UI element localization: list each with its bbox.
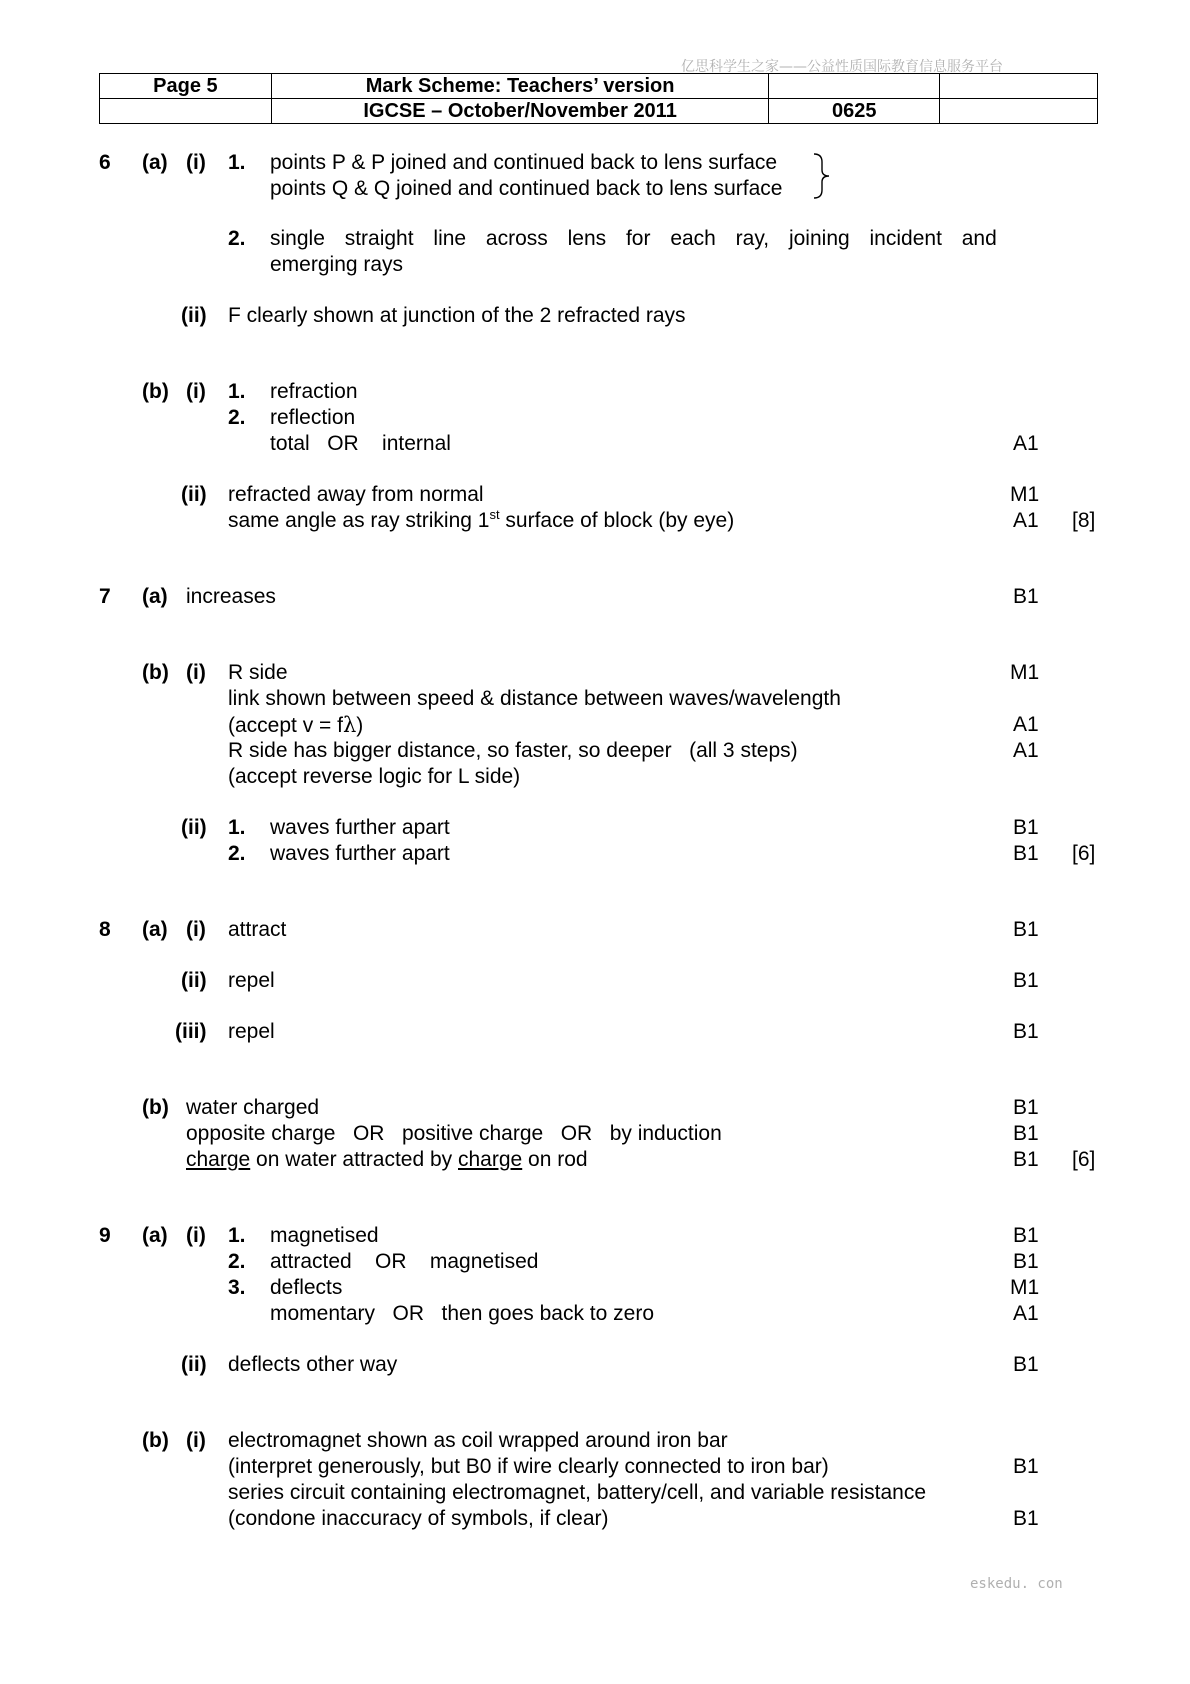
q8-a-ii-mark: B1 <box>1013 969 1039 992</box>
header-empty-3 <box>100 99 272 124</box>
q6-b-ii-line1-mark: M1 <box>1010 483 1040 506</box>
q9-a-i-3: 3. <box>228 1276 246 1299</box>
q9-a: (a) <box>142 1224 168 1247</box>
q8-b-line1-mark: B1 <box>1013 1096 1039 1119</box>
q6-a-i-2-line1-text: single straight line across lens for each ray, joining incident and <box>270 227 997 250</box>
q8-b-line3-u2: charge <box>458 1148 523 1171</box>
q8-total: [6] <box>1072 1148 1096 1171</box>
watermark-bottom: eskedu. con <box>970 1576 1063 1592</box>
q8-a-i-text: attract <box>228 918 287 941</box>
q7-total: [6] <box>1072 842 1096 865</box>
q6-b-ii-line2-post: surface of block (by eye) <box>499 509 735 532</box>
q7-b-i-line3 <box>228 712 363 739</box>
q7-b-i-line3-post: ) <box>356 714 364 737</box>
q9-b-i: (i) <box>186 1429 206 1452</box>
q9-a-i-4-text: momentary OR then goes back to zero <box>270 1302 655 1325</box>
q6-b-ii-line2 <box>228 508 734 534</box>
q8-a-iii-mark: B1 <box>1013 1020 1039 1043</box>
q6-b-i-3-mark: A1 <box>1013 432 1039 455</box>
q8-b-line3-mid: on water attracted by <box>250 1148 458 1171</box>
q8-b-line3-mark: B1 <box>1013 1148 1039 1171</box>
q7-b: (b) <box>142 661 169 684</box>
q6-b-ii-line2-pre: same angle as ray striking 1 <box>228 509 490 532</box>
q9-a-i-1-text: magnetised <box>270 1224 379 1247</box>
q8-a-i: (i) <box>186 918 206 941</box>
q9-b: (b) <box>142 1429 169 1452</box>
q6-b-i-3-text: total OR internal <box>270 432 451 455</box>
q8-a-ii-text: repel <box>228 969 275 992</box>
q6-a-i: (i) <box>186 151 206 174</box>
q9-a-i-2: 2. <box>228 1250 246 1273</box>
watermark-top: 亿思科学生之家——公益性质国际教育信息服务平台 <box>681 59 1003 75</box>
q9-a-i-2-text: attracted OR magnetised <box>270 1250 539 1273</box>
q7-b-ii-1: 1. <box>228 816 246 839</box>
q6-b-i-2-text: reflection <box>270 406 356 429</box>
q7-b-i-line4: R side has bigger distance, so faster, so deeper (all 3 steps) <box>228 739 798 762</box>
q6-a: (a) <box>142 151 168 174</box>
q6-a-ii: (ii) <box>181 304 207 327</box>
q9-a-i: (i) <box>186 1224 206 1247</box>
q6-b-ii-line1: refracted away from normal <box>228 483 484 506</box>
q7-b-ii: (ii) <box>181 816 207 839</box>
q9-a-i-4-mark: A1 <box>1013 1302 1039 1325</box>
q8-b-line2-mark: B1 <box>1013 1122 1039 1145</box>
right-brace-icon <box>812 152 832 200</box>
q6-a-i-2-line1 <box>270 226 997 252</box>
q6-a-i-2: 2. <box>228 227 246 250</box>
q8-a-ii: (ii) <box>181 969 207 992</box>
q6-a-i-2-line2: emerging rays <box>270 253 404 276</box>
q7-b-i-line1: R side <box>228 661 288 684</box>
q6-a-i-1-line1: points P & P joined and continued back to lens surface <box>270 151 778 174</box>
lambda-symbol: λ <box>342 713 357 737</box>
q9-a-ii-mark: B1 <box>1013 1353 1039 1376</box>
q9-a-i-1: 1. <box>228 1224 246 1247</box>
q9-a-i-3-text: deflects <box>270 1276 343 1299</box>
q8-number: 8 <box>99 918 111 941</box>
q6-a-i-1-line2: points Q & Q joined and continued back to lens surface <box>270 177 783 200</box>
q6-a-ii-text: F clearly shown at junction of the 2 refracted rays <box>228 304 686 327</box>
header-title: Mark Scheme: Teachers’ version <box>271 74 769 99</box>
q9-a-i-3-mark: M1 <box>1010 1276 1040 1299</box>
q9-b-i-line4-mark: B1 <box>1013 1507 1039 1530</box>
q8-b-line3-post: on rod <box>522 1148 588 1171</box>
q8-a-iii: (iii) <box>175 1020 207 1043</box>
q7-b-ii-2-text: waves further apart <box>270 842 450 865</box>
q9-b-i-line3: series circuit containing electromagnet, battery/cell, and variable resistance <box>228 1481 927 1504</box>
q9-b-i-line2-mark: B1 <box>1013 1455 1039 1478</box>
q6-a-i-1: 1. <box>228 151 246 174</box>
q7-b-i-line2: link shown between speed & distance between waves/wavelength <box>228 687 841 710</box>
q9-number: 9 <box>99 1224 111 1247</box>
q7-b-i: (i) <box>186 661 206 684</box>
q8-b: (b) <box>142 1096 169 1119</box>
q7-b-ii-2-mark: B1 <box>1013 842 1039 865</box>
q7-b-i-line3-mark: A1 <box>1013 713 1039 736</box>
q9-a-ii: (ii) <box>181 1353 207 1376</box>
q6-b-ii: (ii) <box>181 483 207 506</box>
header-exam: IGCSE – October/November 2011 <box>271 99 769 124</box>
q7-a-mark: B1 <box>1013 585 1039 608</box>
header-empty-2 <box>940 74 1098 99</box>
q7-a-text: increases <box>186 585 276 608</box>
q8-b-line3-u1: charge <box>186 1148 251 1171</box>
q6-b-ii-line2-sup: st <box>489 507 500 522</box>
q9-a-i-1-mark: B1 <box>1013 1224 1039 1247</box>
q8-b-line1: water charged <box>186 1096 320 1119</box>
q6-b: (b) <box>142 380 169 403</box>
q6-b-i: (i) <box>186 380 206 403</box>
q8-a-i-mark: B1 <box>1013 918 1039 941</box>
q9-b-i-line2: (interpret generously, but B0 if wire clearly connected to iron bar) <box>228 1455 829 1478</box>
q7-a: (a) <box>142 585 168 608</box>
q7-b-ii-1-text: waves further apart <box>270 816 450 839</box>
q9-a-i-2-mark: B1 <box>1013 1250 1039 1273</box>
q9-b-i-line1: electromagnet shown as coil wrapped around iron bar <box>228 1429 728 1452</box>
q8-b-line3 <box>186 1147 588 1173</box>
q6-b-i-1-text: refraction <box>270 380 358 403</box>
q8-a: (a) <box>142 918 168 941</box>
q7-b-i-line4-mark: A1 <box>1013 739 1039 762</box>
q6-b-i-1: 1. <box>228 380 246 403</box>
q7-b-i-line5: (accept reverse logic for L side) <box>228 765 521 788</box>
header-empty-1 <box>769 74 940 99</box>
q7-b-ii-1-mark: B1 <box>1013 816 1039 839</box>
q6-b-i-2: 2. <box>228 406 246 429</box>
q9-a-ii-text: deflects other way <box>228 1353 398 1376</box>
q7-number: 7 <box>99 585 111 608</box>
header-code: 0625 <box>769 99 940 124</box>
q7-b-i-line1-mark: M1 <box>1010 661 1040 684</box>
q6-number: 6 <box>99 151 111 174</box>
q7-b-i-line3-pre: (accept v = f <box>228 714 343 737</box>
q6-b-ii-line2-mark: A1 <box>1013 509 1039 532</box>
q9-b-i-line4: (condone inaccuracy of symbols, if clear) <box>228 1507 609 1530</box>
header-empty-4 <box>940 99 1098 124</box>
q6-total: [8] <box>1072 509 1096 532</box>
q8-b-line2: opposite charge OR positive charge OR by induction <box>186 1122 722 1145</box>
q8-a-iii-text: repel <box>228 1020 275 1043</box>
header-table <box>99 73 1098 124</box>
header-page: Page 5 <box>100 74 272 99</box>
q7-b-ii-2: 2. <box>228 842 246 865</box>
